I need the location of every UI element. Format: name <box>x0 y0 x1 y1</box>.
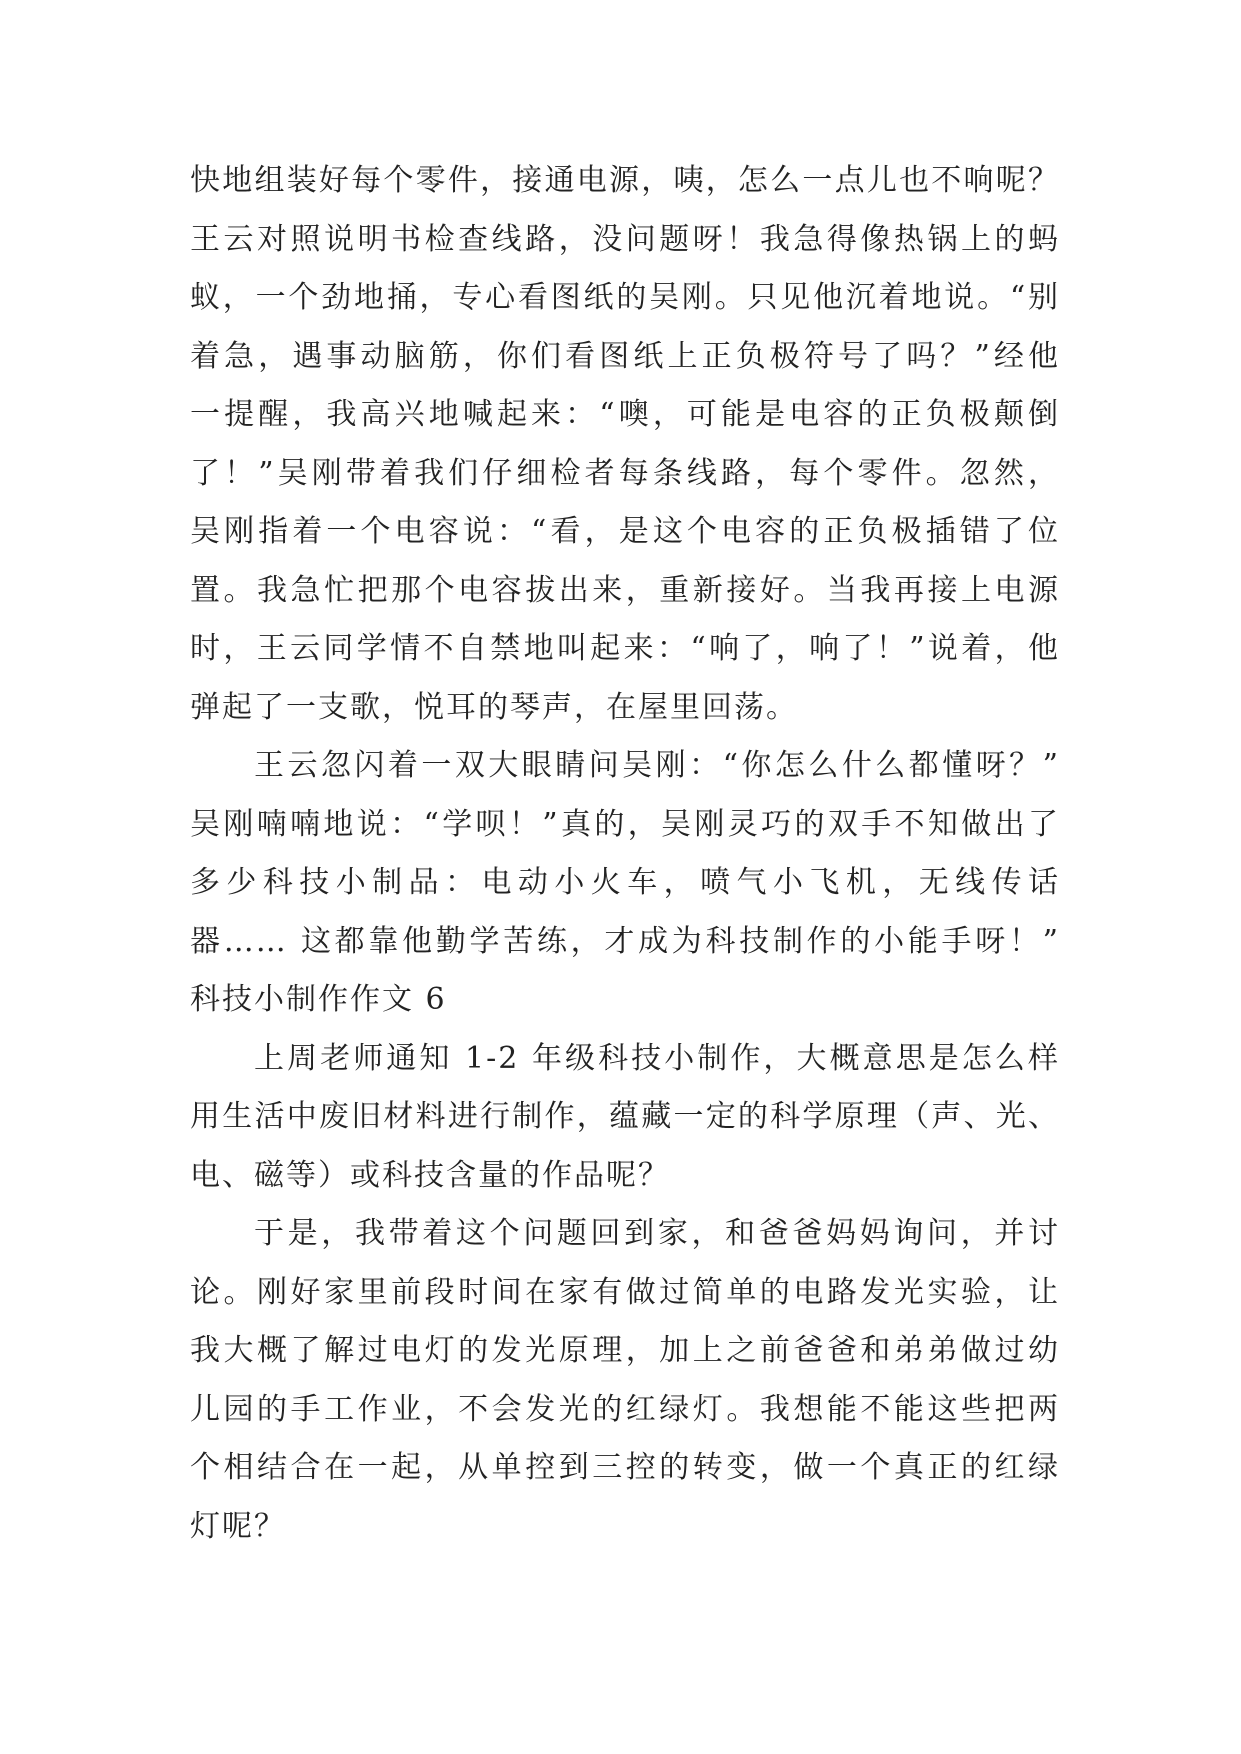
text-line: 多少科技小制品：电动小火车，喷气小飞机，无线传话 <box>190 865 1060 900</box>
paragraph-first-line: 王云忽闪着一双大眼睛问吴刚：“你怎么什么都懂呀？” <box>254 748 1060 783</box>
text-line: 吴刚指着一个电容说：“看，是这个电容的正负极插错了位 <box>190 514 1060 549</box>
text-line: 置。我急忙把那个电容拔出来，重新接好。当我再接上电源 <box>190 572 1060 608</box>
text-line: 个相结合在一起，从单控到三控的转变，做一个真正的红绿 <box>190 1450 1060 1485</box>
text-line: 王云对照说明书检查线路，没问题呀！我急得像热锅上的蚂 <box>190 221 1060 257</box>
text-line: 时，王云同学情不自禁地叫起来：“响了，响了！”说着，他 <box>190 631 1060 666</box>
text-line: 快地组装好每个零件，接通电源，咦，怎么一点儿也不响呢？ <box>190 163 1060 198</box>
paragraph-first-line: 于是，我带着这个问题回到家，和爸爸妈妈询问，并讨 <box>254 1216 1060 1251</box>
text-line: 着急，遇事动脑筋，你们看图纸上正负极符号了吗？”经他 <box>190 338 1060 374</box>
text-line: 了！”吴刚带着我们仔细检者每条线路，每个零件。忽然， <box>190 455 1060 491</box>
text-line: 我大概了解过电灯的发光原理，加上之前爸爸和弟弟做过幼 <box>190 1333 1060 1368</box>
text-line: 弹起了一支歌，悦耳的琴声，在屋里回荡。 <box>190 689 798 725</box>
text-line: 儿园的手工作业，不会发光的红绿灯。我想能不能这些把两 <box>190 1391 1060 1427</box>
section-title: 科技小制作作文 6 <box>190 982 447 1017</box>
text-line: 灯呢？ <box>190 1508 286 1544</box>
text-line: 论。刚好家里前段时间在家有做过简单的电路发光实验，让 <box>190 1274 1060 1310</box>
document-body <box>190 152 1060 1556</box>
text-line: 一提醒，我高兴地喊起来：“噢，可能是电容的正负极颠倒 <box>190 397 1060 432</box>
text-line: 用生活中废旧材料进行制作，蕴藏一定的科学原理（声、光、 <box>190 1099 1060 1134</box>
text-line: 器…… 这都靠他勤学苦练，才成为科技制作的小能手呀！” <box>190 923 1060 959</box>
paragraph-first-line: 上周老师通知 1-2 年级科技小制作，大概意思是怎么样 <box>254 1040 1060 1076</box>
text-line: 电、磁等）或科技含量的作品呢？ <box>190 1157 670 1193</box>
text-line: 蚁，一个劲地捅，专心看图纸的吴刚。只见他沉着地说。“别 <box>190 280 1060 315</box>
text-line: 吴刚喃喃地说：“学呗！”真的，吴刚灵巧的双手不知做出了 <box>190 806 1060 842</box>
